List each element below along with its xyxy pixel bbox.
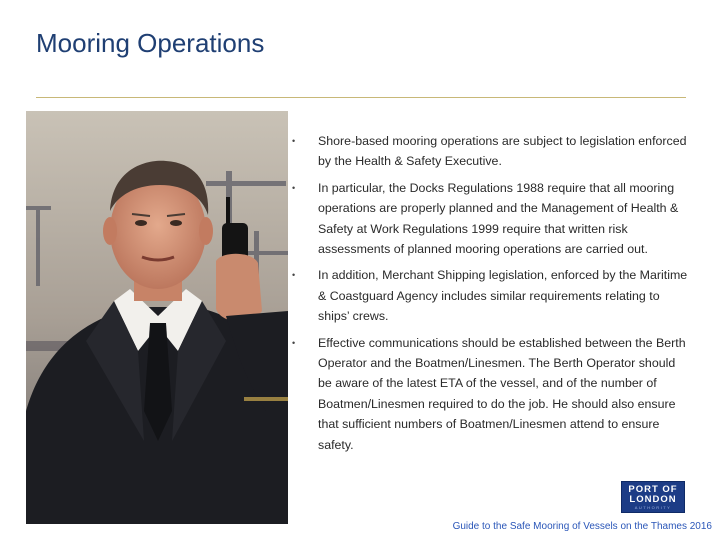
bullet-item (292, 178, 688, 260)
title-divider (36, 97, 686, 98)
logo-line-2: LONDON (629, 493, 677, 505)
bullet-item (292, 265, 688, 326)
bullet-glyph: • (292, 136, 296, 146)
bullet-glyph: • (292, 270, 296, 281)
bullet-list (292, 131, 688, 461)
bullet-glyph: • (292, 337, 296, 348)
bullet-text: In particular, the Docks Regulations 1988 require that all mooring operations are properly planned and the Management of Health & Safety at Work Regulations 1999 require that written risk assessments of planned mooring operations are carried out. (318, 180, 679, 257)
bullet-glyph: • (292, 182, 296, 193)
man-with-radio-photo (26, 111, 288, 524)
bullet-item (292, 131, 688, 172)
logo-line-3: AUTHORITY (634, 504, 672, 510)
bullet-text: Effective communications should be established between the Berth Operator and the Boatmen/Linesmen. The Berth Operator should be aware of the latest ETA of the vessel, and of the number of Boatmen/Linesmen required to do the job. He should also ensure that sufficient numbers of Boatmen/Linesmen attend to ensure safety. (318, 335, 686, 452)
bullet-text: In addition, Merchant Shipping legislation, enforced by the Maritime & Coastguard Agency includes similar requirements relating to ships’ crews. (318, 268, 688, 324)
bullet-item (292, 333, 688, 455)
slide-title: Mooring Operations (36, 28, 265, 58)
footer-caption: Guide to the Safe Mooring of Vessels on the Thames 2016 (452, 521, 712, 532)
port-of-london-authority-logo (621, 481, 685, 513)
logo-line-1: PORT OF (628, 483, 678, 495)
bullet-text: Shore-based mooring operations are subject to legislation enforced by the Health & Safety Executive. (318, 134, 687, 169)
